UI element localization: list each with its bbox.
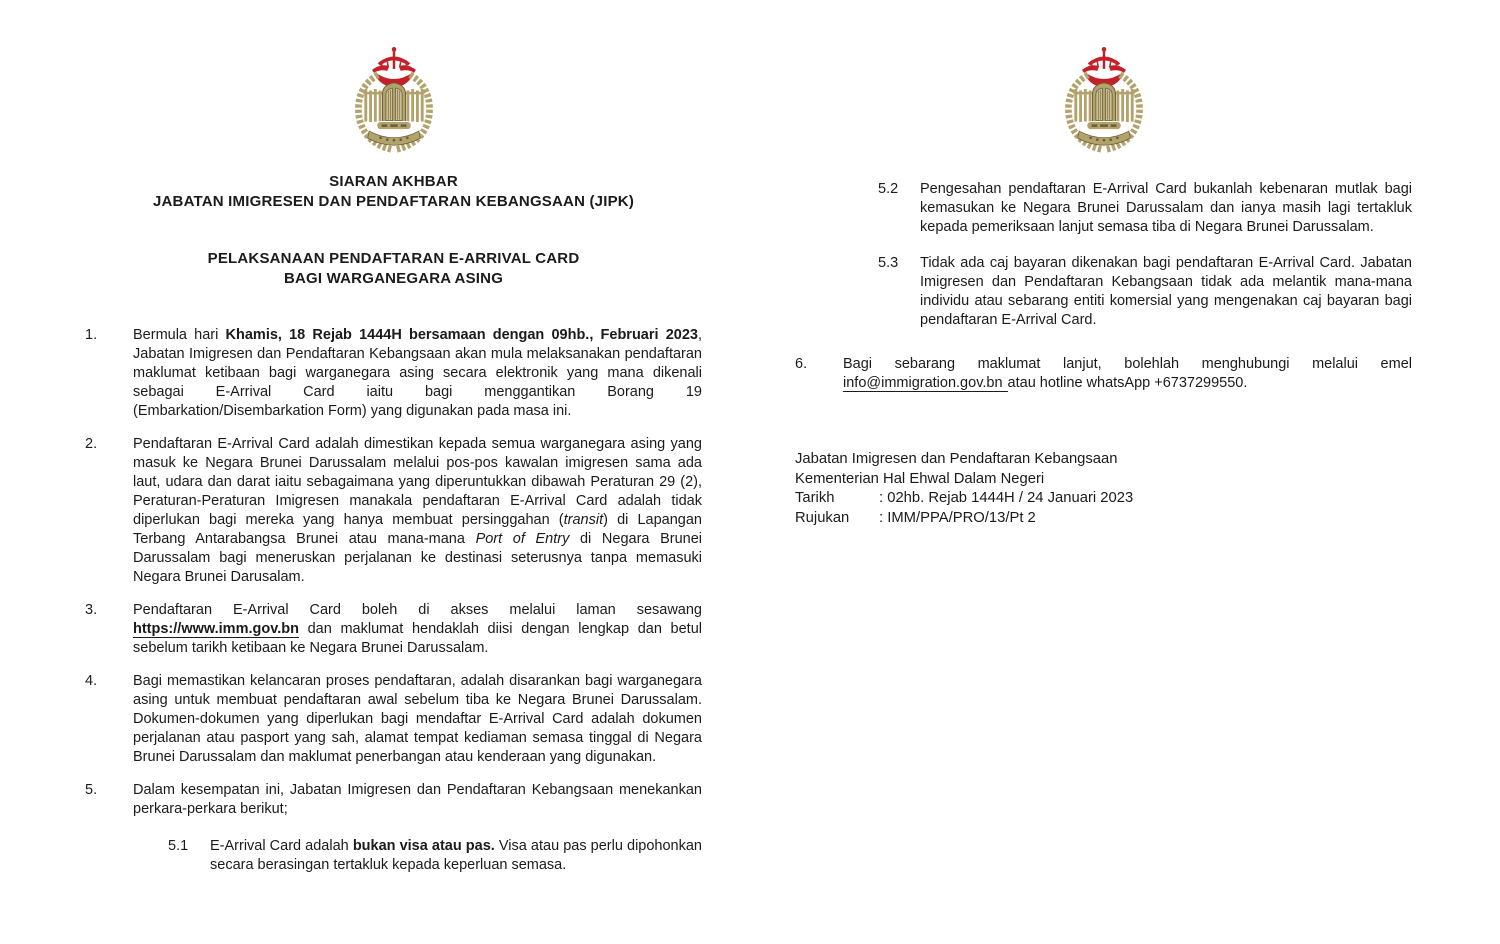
reference-value: : IMM/PPA/PRO/13/Pt 2 — [879, 509, 1036, 526]
reference-label: Rujukan — [795, 509, 850, 526]
item-number: 6. — [795, 356, 808, 372]
item-text — [133, 781, 702, 819]
jipk-emblem-left — [85, 0, 702, 158]
item-number: 5.3 — [878, 255, 899, 271]
text-run-bold: bukan visa atau pas. — [352, 838, 495, 854]
text-run-italic: transit — [563, 512, 604, 528]
item-text — [133, 435, 702, 587]
text-run: Dalam kesempatan ini, Jabatan Imigresen dan Pendaftaran Kebangsaan menekankan perkara-perkara berikut; — [133, 782, 702, 817]
item-number: 3. — [85, 602, 98, 618]
text-run: ) di Lapangan Terbang Antarabangsa Brunei atau mana-mana — [133, 512, 702, 547]
item-text — [133, 601, 702, 658]
press-release-heading — [85, 172, 702, 212]
text-run: , Jabatan Imigresen dan Pendaftaran Kebangsaan akan mula melaksanakan pendaftaran maklumat ketibaan bagi warganegara asing secara elektronik yang mana dikenali sebagai E-Arrival Card iaitu bagi menggantikan Borang 19 (Embarkation/Disembarkation Form) yang digunakan pada masa ini. — [133, 327, 703, 419]
email-link[interactable]: info@immigration.gov.bn — [843, 375, 1008, 392]
item-number: 2. — [85, 436, 98, 452]
jipk-emblem-right — [795, 0, 1412, 158]
numbered-item-2 — [85, 435, 702, 587]
text-run: Pengesahan pendaftaran E-Arrival Card bukanlah kebenaran mutlak bagi kemasukan ke Negara Brunei Darussalam dan ianya masih lagi tertakluk kepada pemeriksaan lanjut semasa tiba di Negara Brunei Darussalam. — [920, 181, 1412, 235]
date-label: Tarikh — [795, 490, 835, 506]
text-run: Bagi sebarang maklumat lanjut, bolehlah menghubungi melalui emel — [843, 356, 1412, 372]
numbered-item-3 — [85, 601, 702, 658]
text-run-bold: Khamis, 18 Rejab 1444H bersamaan dengan 09hb., Februari 2023 — [225, 327, 698, 343]
press-release-label: SIARAN AKHBAR — [329, 173, 458, 190]
item-text — [133, 326, 702, 421]
sub-item-5-2 — [878, 180, 1412, 237]
item-text — [133, 672, 702, 767]
item-number: 5.1 — [168, 838, 189, 854]
item-text — [210, 837, 702, 875]
signature-ministry: Kementerian Hal Ehwal Dalam Negeri — [795, 470, 1045, 487]
date-value: : 02hb. Rejab 1444H / 24 Januari 2023 — [879, 490, 1134, 506]
signature-department: Jabatan Imigresen dan Pendaftaran Kebangsaan — [795, 451, 1118, 467]
sub-item-5-1 — [168, 837, 702, 875]
text-run: E-Arrival Card adalah — [210, 838, 353, 854]
jipk-crest-icon — [346, 46, 442, 155]
text-run: Visa atau pas perlu dipohonkan secara berasingan tertakluk kepada keperluan semasa. — [210, 838, 702, 873]
website-link[interactable]: https://www.imm.gov.bn — [133, 621, 299, 637]
item-text — [920, 180, 1412, 237]
date-row — [795, 489, 1412, 509]
numbered-item-4 — [85, 672, 702, 767]
text-run: di Negara Brunei Darussalam bagi meneruskan perjalanan ke destinasi seterusnya tanpa memasuki Negara Brunei Darusalam. — [133, 531, 703, 585]
title-line-1: PELAKSANAAN PENDAFTARAN E-ARRIVAL CARD — [207, 250, 580, 267]
text-run: Bagi memastikan kelancaran proses pendaftaran, adalah disarankan bagi warganegara asing untuk membuat pendaftaran awal sebelum tiba ke Negara Brunei Darussalam. Dokumen-dokumen yang diperlukan bagi mendaftar E-Arrival Card adalah dokumen perjalanan atau pasport yang sah, alamat tempat kediaman semasa tinggal di Negara Brunei Darussalam dan maklumat penerbangan atau kenderaan yang digunakan. — [133, 673, 702, 765]
signature-block — [795, 450, 1412, 528]
text-run: dan maklumat hendaklah diisi dengan lengkap dan betul sebelum tarikh ketibaan ke Negara Brunei Darussalam. — [133, 621, 702, 656]
item-text — [920, 254, 1412, 330]
item-number: 1. — [85, 327, 98, 343]
text-run-italic: Port of Entry — [475, 531, 570, 547]
item-text — [843, 355, 1412, 393]
sub-item-5-3 — [878, 254, 1412, 330]
text-run: Pendaftaran E-Arrival Card adalah dimestikan kepada semua warganegara asing yang masuk ke Negara Brunei Darussalam melalui pos-pos kawalan imigresen sama ada laut, udara dan darat iaitu sebagaimana yang diperuntukkan dibawah Peraturan 29 (2), Peraturan-Peraturan Imigresen manakala pendaftaran E-Arrival Card adalah tidak diperlukan bagi mereka yang hanya membuat persinggahan ( — [133, 436, 702, 528]
reference-row — [795, 509, 1412, 529]
title-line-2: BAGI WARGANEGARA ASING — [283, 270, 504, 287]
text-run: Pendaftaran E-Arrival Card boleh di akses melalui laman sesawang — [133, 602, 702, 618]
department-name: JABATAN IMIGRESEN DAN PENDAFTARAN KEBANGSAAN (JIPK) — [152, 193, 635, 210]
item-number: 5. — [85, 782, 98, 798]
item-number: 4. — [85, 673, 98, 689]
jipk-crest-icon — [1056, 46, 1152, 155]
numbered-item-1 — [85, 326, 702, 421]
text-run: Bermula hari — [133, 327, 226, 343]
item-number: 5.2 — [878, 181, 899, 197]
text-run: Tidak ada caj bayaran dikenakan bagi pendaftaran E-Arrival Card. Jabatan Imigresen dan Pendaftaran Kebangsaan tidak ada melantik mana-mana individu atau sebarang entiti komersial yang mengenakan caj bayaran bagi pendaftaran E-Arrival Card. — [920, 255, 1412, 328]
right-column — [795, 0, 1412, 528]
text-run: atau hotline whatsApp +6737299550. — [1007, 375, 1248, 391]
left-column — [85, 0, 702, 875]
numbered-item-6 — [795, 355, 1412, 393]
document-title — [85, 249, 702, 289]
numbered-item-5 — [85, 781, 702, 819]
